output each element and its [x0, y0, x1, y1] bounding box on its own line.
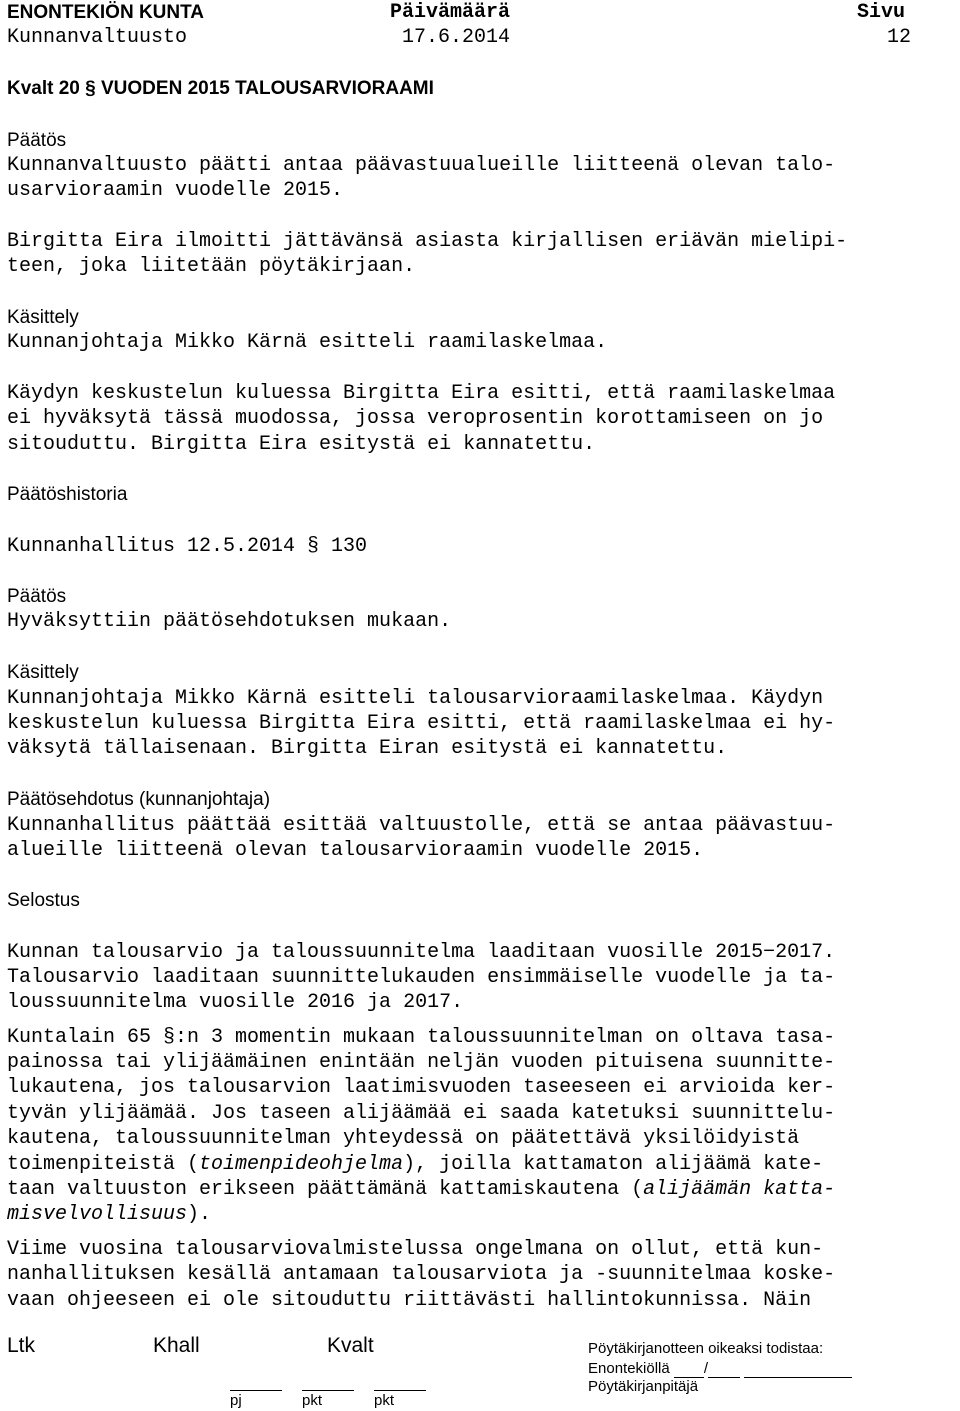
- kasittely2-text-3: väksytä tällaisenaan. Birgitta Eiran esitystä ei kannatettu.: [7, 737, 728, 760]
- sig-line-pj: [230, 1390, 282, 1391]
- selostus2-text-6a: toimenpiteistä (: [7, 1153, 200, 1176]
- ehdotus-text-1: Kunnanhallitus päättää esittää valtuustolle, että se antaa päävastuu-: [7, 814, 836, 837]
- ehdotus-text-2: alueille liitteenä olevan talousarvioraamin vuodelle 2015.: [7, 839, 704, 862]
- cert-role: Pöytäkirjanpitäjä: [588, 1378, 699, 1395]
- meeting-date: 17.6.2014: [402, 26, 511, 49]
- item-title: Kvalt 20 § VUODEN 2015 TALOUSARVIORAAMI: [7, 78, 434, 99]
- eira-text-1: Birgitta Eira ilmoitti jättävänsä asiasta kirjallisen eriävän mielipi-: [7, 230, 848, 253]
- cert-signature-blank: [744, 1363, 852, 1378]
- paatos-text-1: Kunnanvaltuusto päätti antaa päävastuualueille liitteenä olevan talo-: [7, 154, 836, 177]
- footer-kvalt: Kvalt: [327, 1334, 374, 1357]
- selostus2-text-3: lukautena, jos talousarvion laatimisvuoden taseeseen ei arvioida ker-: [7, 1076, 836, 1099]
- org-name: ENONTEKIÖN KUNTA: [7, 2, 205, 23]
- kasittely2-text-2: keskustelun kuluessa Birgitta Eira esitti, että raamilaskelmaa ei hy-: [7, 712, 836, 735]
- document-header: [7, 0, 953, 50]
- sig-pkt2: pkt: [374, 1392, 395, 1409]
- kaydyn-text-2: ei hyväksytä tässä muodossa, jossa veroprosentin korottamiseen on jo: [7, 407, 824, 430]
- paatos-heading: Päätös: [7, 130, 67, 151]
- paatos2-text-1: Hyväksyttiin päätösehdotuksen mukaan.: [7, 610, 452, 633]
- historia-heading: Päätöshistoria: [7, 484, 128, 505]
- eira-text-2: teen, joka liitetään pöytäkirjaan.: [7, 255, 416, 278]
- cert-slash: /: [703, 1360, 709, 1377]
- selostus2-text-7a: taan valtuuston erikseen päättämänä kattamiskautena (: [7, 1178, 644, 1201]
- cert-place: Enontekiöllä: [588, 1360, 670, 1377]
- paatos-text-2: usarvioraamin vuodelle 2015.: [7, 179, 344, 202]
- selostus1-text-3: loussuunnitelma vuosille 2016 ja 2017.: [7, 991, 464, 1014]
- selostus2-text-4: tyvän ylijäämää. Jos taseen alijäämää ei saada katetuksi suunnittelu-: [7, 1102, 836, 1125]
- selostus2-text-6c: ), joilla kattamaton alijäämä kate-: [403, 1153, 824, 1176]
- selostus3-text-3: vaan ohjeeseen ei ole sitouduttu riittävästi hallintokunnissa. Näin: [7, 1289, 812, 1312]
- cert-day-blank: [674, 1363, 704, 1378]
- kasittely2-text-1: Kunnanjohtaja Mikko Kärnä esitteli talousarvioraamilaskelmaa. Käydyn: [7, 687, 824, 710]
- cert-title: Pöytäkirjanotteen oikeaksi todistaa:: [588, 1340, 824, 1357]
- alijaaman-term-part2: misvelvollisuus: [7, 1203, 188, 1226]
- selostus1-text-2: Talousarvio laaditaan suunnittelukauden ensimmäiselle vuodelle ja ta-: [7, 966, 836, 989]
- selostus2-text-6: [7, 1152, 823, 1177]
- cert-place-row: [588, 1360, 852, 1378]
- kasittely-text-1: Kunnanjohtaja Mikko Kärnä esitteli raamilaskelmaa.: [7, 331, 608, 354]
- page-number: 12: [887, 26, 912, 49]
- kaydyn-text-3: sitouduttu. Birgitta Eira esitystä ei kannatettu.: [7, 433, 596, 456]
- body-name: Kunnanvaltuusto: [7, 26, 188, 49]
- selostus2-text-1: Kuntalain 65 §:n 3 momentin mukaan taloussuunnitelman on oltava tasa-: [7, 1026, 836, 1049]
- sig-pkt1: pkt: [302, 1392, 323, 1409]
- selostus1-text-1: Kunnan talousarvio ja taloussuunnitelma laaditaan vuosille 2015−2017.: [7, 941, 836, 964]
- kasittely-heading: Käsittely: [7, 307, 79, 328]
- cert-month-blank: [708, 1363, 740, 1378]
- selostus-heading: Selostus: [7, 890, 80, 911]
- alijaaman-term-part1: alijäämän katta-: [643, 1178, 836, 1201]
- kasittely2-heading: Käsittely: [7, 662, 79, 683]
- sig-line-pkt2: [374, 1390, 426, 1391]
- footer-khall: Khall: [153, 1334, 200, 1357]
- khall-reference: Kunnanhallitus 12.5.2014 § 130: [7, 535, 368, 558]
- date-label: Päivämäärä: [390, 1, 511, 24]
- header-row-2: [7, 25, 953, 50]
- header-row-1: [7, 0, 953, 25]
- selostus3-text-2: nanhallituksen kesällä antamaan talousarviota ja -suunnitelmaa koske-: [7, 1263, 836, 1286]
- selostus2-text-8b: ).: [187, 1203, 212, 1226]
- footer-ltk: Ltk: [7, 1334, 36, 1357]
- sig-line-pkt1: [302, 1390, 354, 1391]
- selostus3-text-1: Viime vuosina talousarviovalmistelussa ongelmana on ollut, että kun-: [7, 1238, 824, 1261]
- kaydyn-text-1: Käydyn keskustelun kuluessa Birgitta Eira esitti, että raamilaskelmaa: [7, 382, 836, 405]
- selostus2-text-7: [7, 1177, 835, 1202]
- ehdotus-heading: Päätösehdotus (kunnanjohtaja): [7, 789, 271, 810]
- sig-pj: pj: [230, 1392, 242, 1409]
- selostus2-text-8: [7, 1202, 211, 1227]
- toimenpideohjelma-term: toimenpideohjelma: [199, 1153, 404, 1176]
- page-label: Sivu: [857, 1, 906, 24]
- selostus2-text-2: painossa tai ylijäämäinen enintään neljän vuoden pituisena suunnitte-: [7, 1051, 836, 1074]
- selostus2-text-5: kautena, taloussuunnitelman yhteydessä on päätettävä yksilöidyistä: [7, 1127, 800, 1150]
- paatos2-heading: Päätös: [7, 586, 67, 607]
